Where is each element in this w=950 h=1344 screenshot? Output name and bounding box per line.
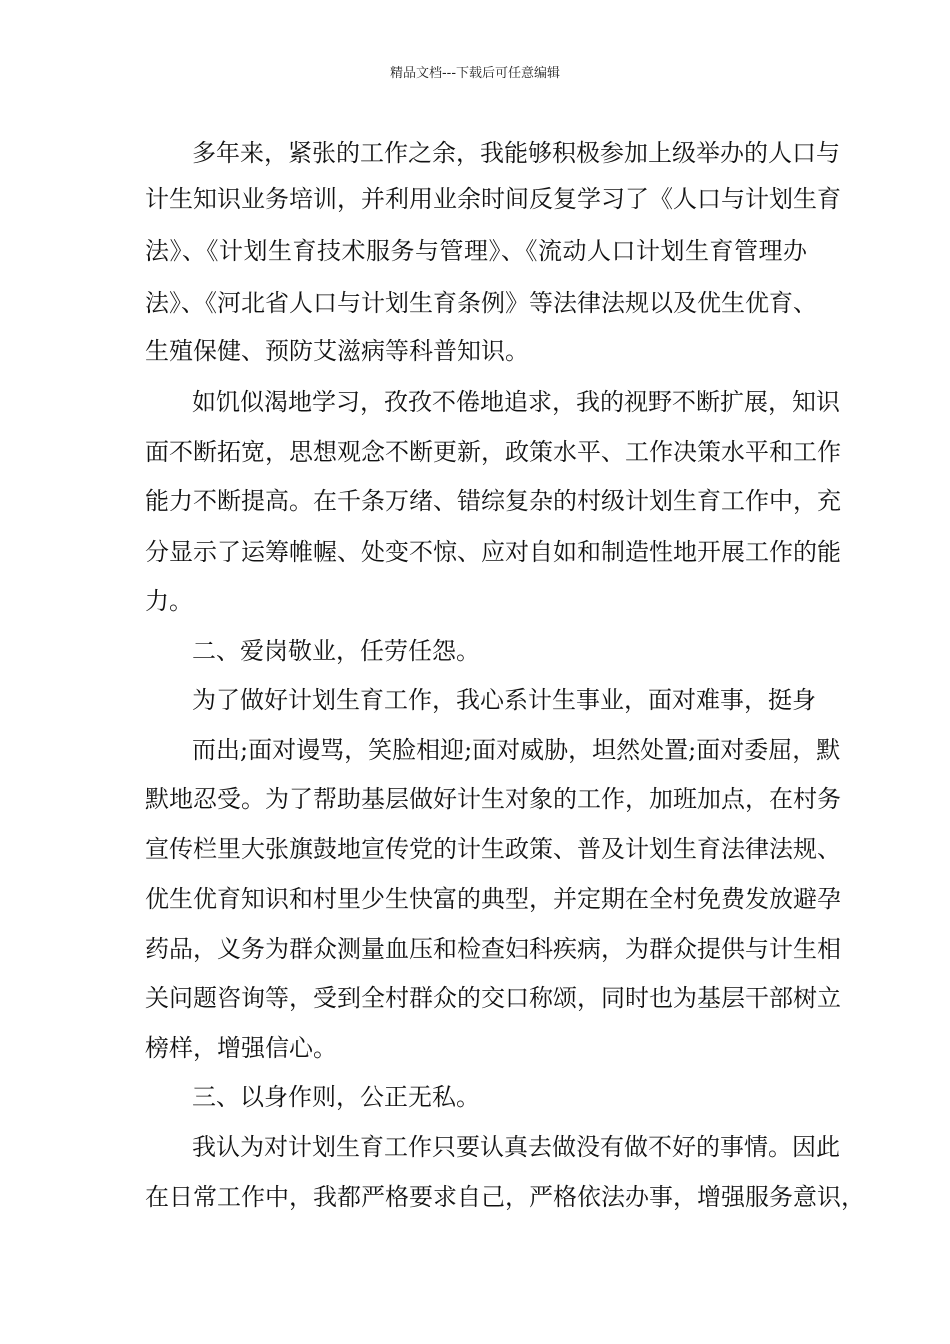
- paragraph-line: 在日常工作中，我都严格要求自己，严格依法办事，增强服务意识，: [145, 1183, 865, 1211]
- paragraph-line: 宣传栏里大张旗鼓地宣传党的计生政策、普及计划生育法律法规、: [145, 835, 841, 863]
- paragraph-line: 法》、《计划生育技术服务与管理》、《流动人口计划生育管理办: [145, 237, 807, 265]
- paragraph-line: 而出;面对谩骂，笑脸相迎;面对威胁，坦然处置;面对委屈，默: [192, 736, 841, 764]
- paragraph-line: 力。: [145, 587, 193, 615]
- paragraph-line: 我认为对计划生育工作只要认真去做没有做不好的事情。因此: [192, 1133, 840, 1161]
- paragraph-line: 关问题咨询等，受到全村群众的交口称颂，同时也为基层干部树立: [145, 984, 841, 1012]
- paragraph-line: 面不断拓宽，思想观念不断更新，政策水平、工作决策水平和工作: [145, 438, 841, 466]
- page-header: 精品文档---下载后可任意编辑: [389, 66, 561, 81]
- paragraph-line: 分显示了运筹帷幄、处变不惊、应对自如和制造性地开展工作的能: [145, 538, 841, 566]
- paragraph-line: 多年来，紧张的工作之余，我能够积极参加上级举办的人口与: [192, 139, 840, 167]
- paragraph-line: 法》、《河北省人口与计划生育条例》等法律法规以及优生优育、: [145, 289, 817, 317]
- paragraph-line: 为了做好计划生育工作，我心系计生事业，面对难事，挺身: [192, 686, 816, 714]
- section-heading: 三、以身作则，公正无私。: [192, 1083, 480, 1111]
- paragraph-line: 能力不断提高。在千条万绪、错综复杂的村级计划生育工作中，充: [145, 487, 841, 515]
- paragraph-line: 如饥似渴地学习，孜孜不倦地追求，我的视野不断扩展，知识: [192, 388, 840, 416]
- paragraph-line: 优生优育知识和村里少生快富的典型，并定期在全村免费发放避孕: [145, 885, 841, 913]
- paragraph-line: 药品，义务为群众测量血压和检查妇科疾病，为群众提供与计生相: [145, 935, 841, 963]
- paragraph-line: 计生知识业务培训，并利用业余时间反复学习了《人口与计划生育: [145, 185, 841, 213]
- paragraph-line: 榜样，增强信心。: [145, 1034, 337, 1062]
- section-heading: 二、爱岗敬业，任劳任怨。: [192, 637, 480, 665]
- paragraph-line: 生殖保健、预防艾滋病等科普知识。: [145, 337, 529, 365]
- paragraph-line: 默地忍受。为了帮助基层做好计生对象的工作，加班加点，在村务: [145, 785, 841, 813]
